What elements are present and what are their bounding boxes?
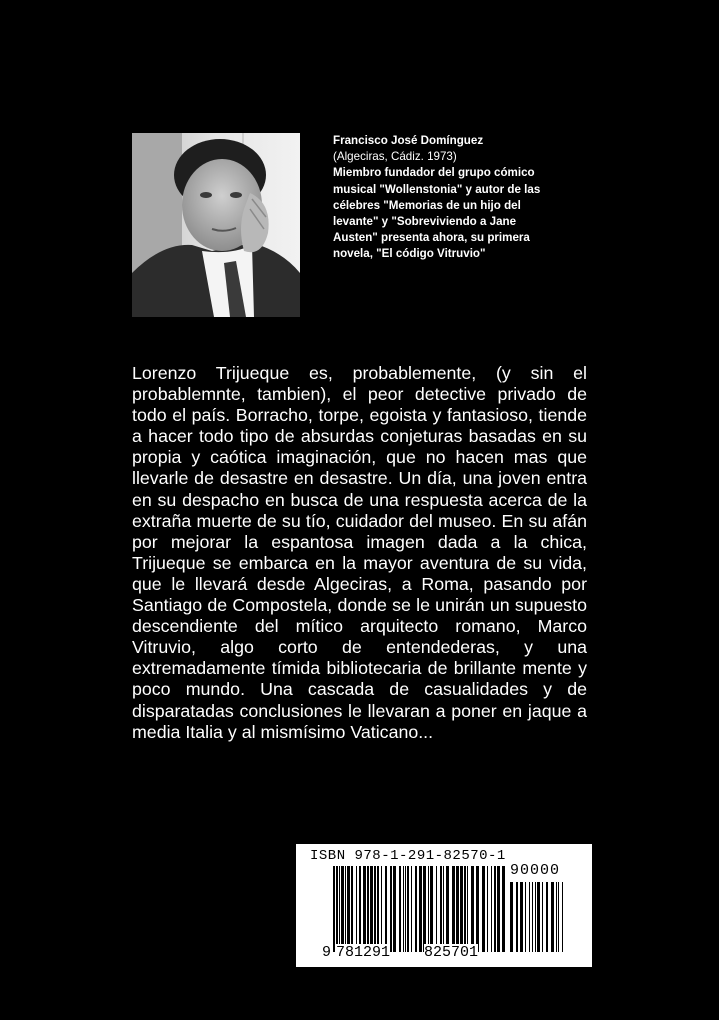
- barcode-bar: [333, 866, 335, 952]
- barcode-bar: [347, 866, 350, 952]
- barcode-bar: [377, 866, 379, 952]
- barcode-bar: [510, 882, 513, 952]
- book-synopsis: Lorenzo Trijueque es, probablemente, (y sin el probablemnte, tambien), el peor detective privado de todo el país. Borracho, torpe, egoista y fantasioso, tiende a hacer todo tipo de absurdas conjeturas basadas en su propia y caótica imaginación, que no hacen mas que llevarle de desastre en desastre. Un día, una joven entra en su despacho en busca de una respuesta acerca de la extraña muerte de su tío, cuidador del museo. En su afán por mejorar la espantosa imagen dada a la chica, Trijueque se embarca en la mayor aventura de su vida, que le llevará desde Algeciras, a Roma, pasando por Santiago de Compostela, donde se le unirán un supuesto descendiente del mítico arquitecto romano, Marco Vitruvio, algo corto de entendederas, y una extremadamente tímida bibliotecaria de brillante mente y poco mundo. Una cascada de casualidades y de disparatadas conclusiones le llevaran a poner en jaque a media Italia y al mismísimo Vaticano...: [132, 363, 587, 742]
- barcode-bar: [407, 866, 409, 952]
- barcode-bar: [546, 882, 548, 952]
- addon-barcode-bars: [510, 882, 564, 952]
- barcode-bar: [367, 866, 369, 952]
- barcode-bar: [428, 866, 429, 952]
- barcode-bar: [440, 866, 442, 952]
- barcode-bar: [482, 866, 485, 952]
- barcode-bar: [430, 866, 433, 952]
- barcode-bar: [363, 866, 366, 952]
- barcode-bar: [497, 866, 500, 952]
- barcode-bar: [385, 866, 387, 952]
- barcode-bar: [452, 866, 455, 952]
- author-bio-line: musical "Wollenstonia" y autor de las: [333, 182, 541, 196]
- barcode-bar: [520, 882, 523, 952]
- barcode-bar: [374, 866, 376, 952]
- barcode-bar: [464, 866, 466, 952]
- author-bio-line: novela, "El código Vitruvio": [333, 247, 486, 261]
- barcode-bar: [415, 866, 417, 952]
- author-bio-line: levante" y "Sobreviviendo a Jane: [333, 215, 517, 229]
- author-bio-line: Austen" presenta ahora, su primera: [333, 231, 530, 245]
- barcode-bar: [390, 866, 392, 952]
- barcode-bar: [419, 866, 422, 952]
- barcode-bar: [399, 866, 401, 952]
- author-name: Francisco José Domínguez: [333, 134, 484, 147]
- barcode-bar: [411, 866, 412, 952]
- barcode-bar: [471, 866, 474, 952]
- barcode-bar: [476, 866, 479, 952]
- barcode-bar: [446, 866, 449, 952]
- barcode-bar: [502, 866, 505, 952]
- isbn-label: ISBN 978-1-291-82570-1: [310, 848, 506, 864]
- barcode-bar: [356, 866, 357, 952]
- barcode-bar: [487, 866, 488, 952]
- isbn-barcode: [296, 844, 592, 967]
- barcode-bar: [403, 866, 404, 952]
- barcode-bar: [405, 866, 406, 952]
- barcode-bar: [558, 882, 559, 952]
- barcode-bar: [423, 866, 426, 952]
- barcode-bar: [345, 866, 346, 952]
- barcode-bar: [516, 882, 518, 952]
- author-photo: [132, 133, 300, 317]
- barcode-bar: [551, 882, 554, 952]
- barcode-bar: [443, 866, 444, 952]
- barcode-bar: [381, 866, 382, 952]
- barcode-bar: [529, 882, 530, 952]
- barcode-bar: [456, 866, 459, 952]
- author-bio-block: [333, 133, 541, 263]
- ean-lead-digit: 9: [322, 944, 332, 961]
- barcode-bar: [351, 866, 353, 952]
- barcode-bar: [393, 866, 396, 952]
- barcode-bar: [436, 866, 437, 952]
- author-portrait-image: [132, 133, 300, 317]
- barcode-bar: [359, 866, 361, 952]
- barcode-bar: [336, 866, 338, 952]
- barcode-bar: [491, 866, 492, 952]
- ean13-barcode-bars: [333, 866, 507, 952]
- addon-price-code: 90000: [510, 862, 561, 879]
- barcode-bar: [460, 866, 463, 952]
- barcode-bar: [494, 866, 496, 952]
- barcode-bar: [562, 882, 563, 952]
- barcode-bar: [537, 882, 540, 952]
- barcode-bar: [542, 882, 543, 952]
- author-origin: (Algeciras, Cádiz. 1973): [333, 150, 457, 164]
- barcode-bar: [532, 882, 533, 952]
- barcode-bar: [525, 882, 526, 952]
- author-bio-line: célebres "Memorias de un hijo del: [333, 198, 521, 212]
- barcode-bar: [370, 866, 373, 952]
- barcode-bar: [556, 882, 557, 952]
- ean-right-digits: 825701: [424, 944, 479, 961]
- barcode-bar: [467, 866, 468, 952]
- ean-left-digits: 781291: [336, 944, 391, 961]
- author-bio-line: Miembro fundador del grupo cómico: [333, 166, 535, 180]
- barcode-bar: [339, 866, 340, 952]
- barcode-bar: [535, 882, 536, 952]
- barcode-bar: [341, 866, 344, 952]
